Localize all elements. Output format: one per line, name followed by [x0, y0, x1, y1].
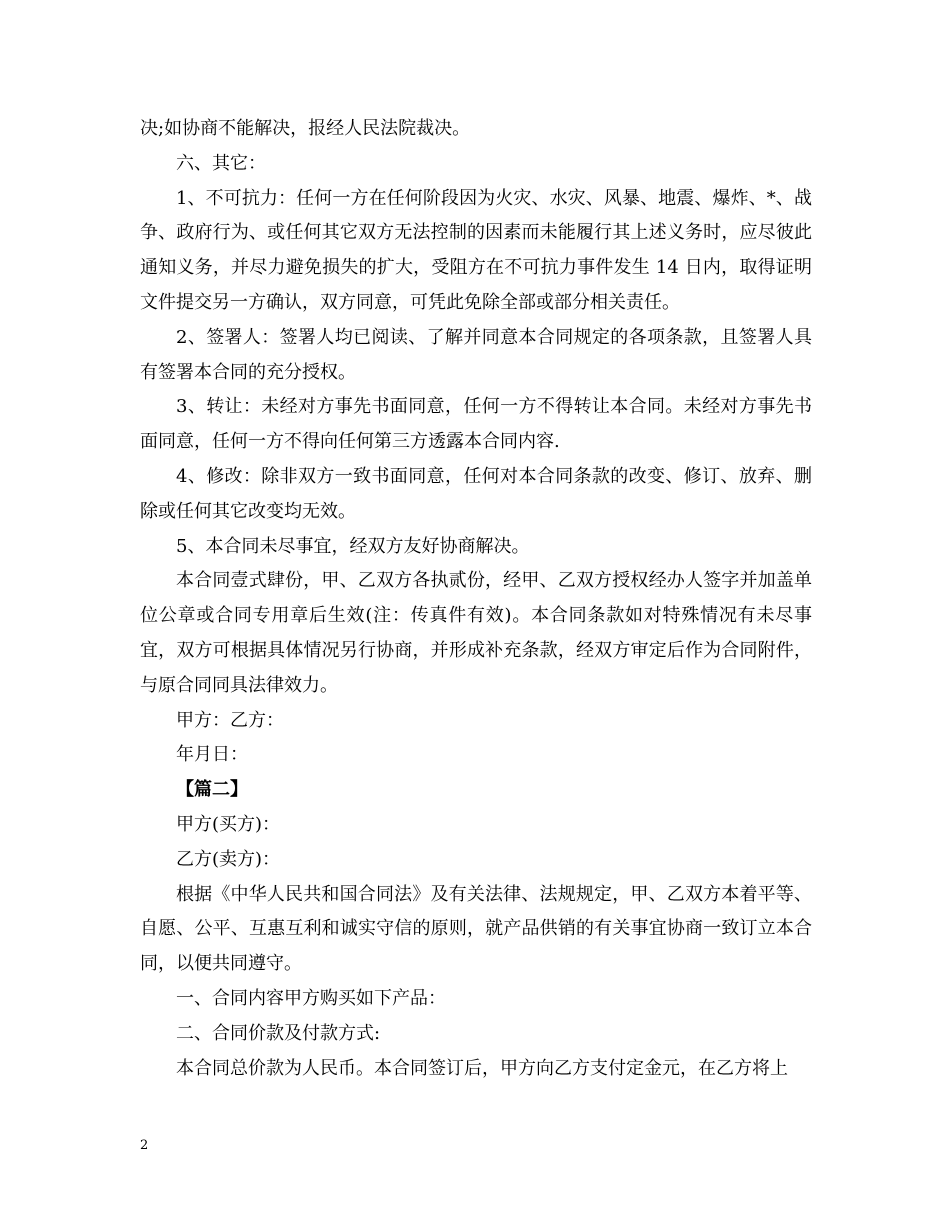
heading-contract-content: 一、合同内容甲方购买如下产品：	[176, 987, 446, 1009]
party-b-seller-line: 乙方(卖方)：	[176, 848, 281, 870]
page-number: 2	[140, 1138, 149, 1153]
paragraph-total-price: 本合同总价款为人民币。本合同签订后，甲方向乙方支付定金元，在乙方将上	[176, 1057, 788, 1079]
signature-date-line: 年月日：	[176, 744, 248, 766]
heading-section-six-other: 六、其它：	[176, 152, 266, 174]
paragraph-legal-basis: 根据《中华人民共和国合同法》及有关法律、法规规定，甲、乙双方本着平等、自愿、公平、互惠互利和诚实守信的原则，就产品供销的有关事宜协商一致订立本合同，以便共同遵守。	[140, 883, 812, 975]
heading-price-and-payment: 二、合同价款及付款方式:	[176, 1022, 381, 1044]
paragraph-force-majeure: 1、不可抗力：任何一方在任何阶段因为火灾、水灾、风暴、地震、爆炸、*、战争、政府行为、或任何其它双方无法控制的因素而未能履行其上述义务时，应尽彼此通知义务，并尽力避免损失的扩大，受阻方在不可抗力事件发生 14 日内，取得证明文件提交另一方确认，双方同意，可凭此免除全部或部分相关责任。	[140, 187, 812, 313]
paragraph-dispute-resolution-end: 决;如协商不能解决，报经人民法院裁决。	[140, 118, 471, 139]
paragraph-copies-and-validity: 本合同壹式肆份，甲、乙双方各执贰份，经甲、乙双方授权经办人签字并加盖单位公章或合同专用章后生效(注：传真件有效)。本合同条款如对特殊情况有未尽事宜，双方可根据具体情况另行协商，并形成补充条款，经双方审定后作为合同附件，与原合同同具法律效力。	[140, 570, 812, 696]
document-body	[140, 112, 812, 1086]
paragraph-unresolved-matters: 5、本合同未尽事宜，经双方友好协商解决。	[176, 535, 530, 557]
paragraph-transfer: 3、转让：未经对方事先书面同意，任何一方不得转让本合同。未经对方事先书面同意，任何一方不得向任何第三方透露本合同内容.	[140, 396, 812, 453]
section-heading-part-two: 【篇二】	[176, 779, 248, 801]
paragraph-amendment: 4、修改：除非双方一致书面同意，任何对本合同条款的改变、修订、放弃、删除或任何其它改变均无效。	[140, 465, 812, 522]
paragraph-signatories: 2、签署人：签署人均已阅读、了解并同意本合同规定的各项条款，且签署人具有签署本合同的充分授权。	[140, 326, 812, 383]
party-a-buyer-line: 甲方(买方)：	[176, 813, 281, 835]
signature-parties-line: 甲方：乙方：	[176, 709, 284, 731]
